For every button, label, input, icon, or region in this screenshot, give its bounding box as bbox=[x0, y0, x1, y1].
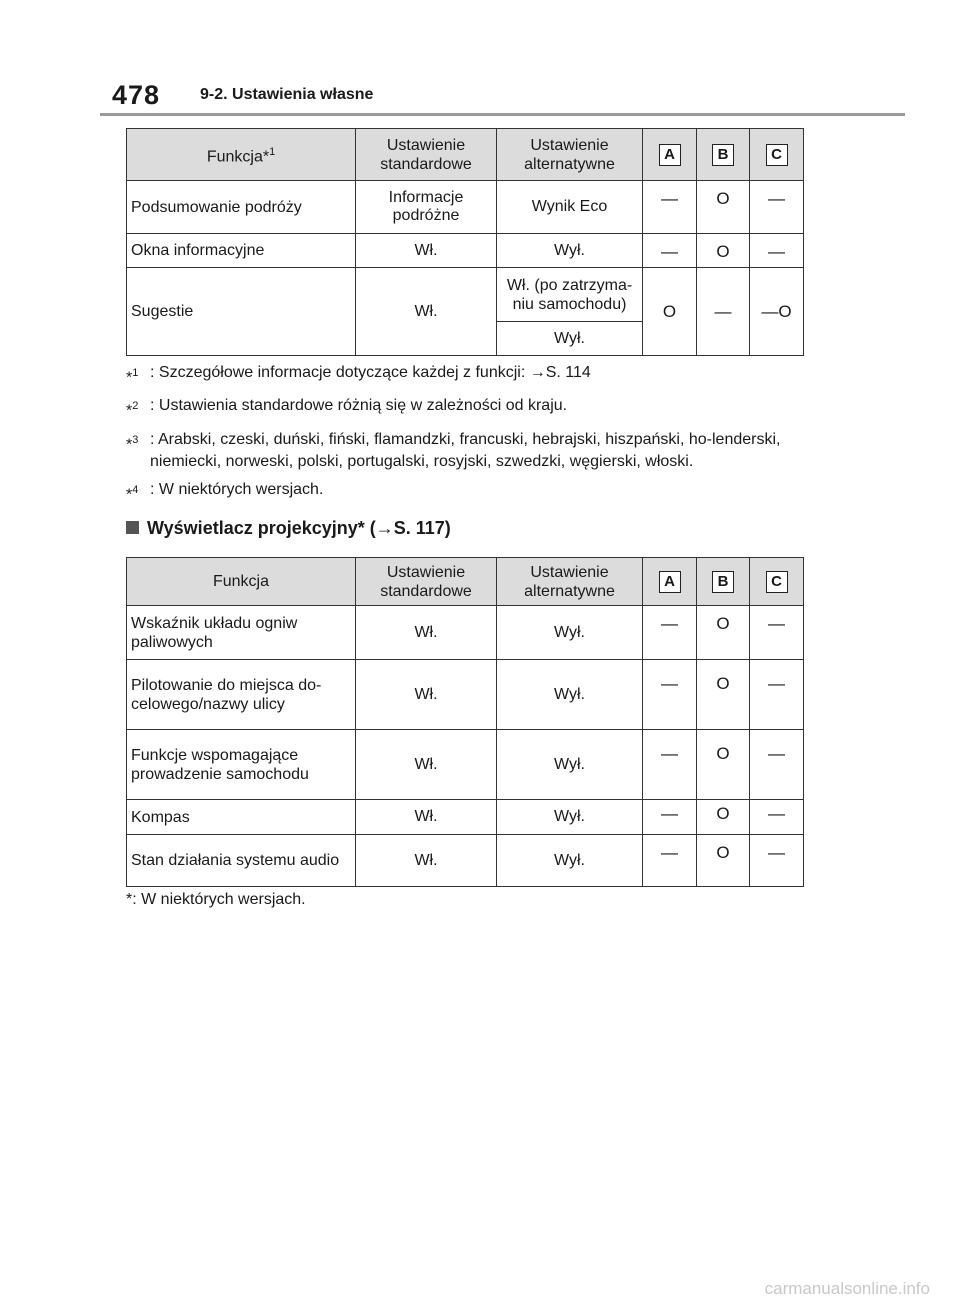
cell-alternative: Wył. bbox=[497, 800, 643, 835]
note-item: *$^4$ : W niektórych wersjach. bbox=[126, 479, 806, 506]
note-text: : W niektórych wersjach. bbox=[150, 480, 324, 498]
table-row bbox=[127, 268, 804, 322]
cell-c: —O bbox=[750, 268, 804, 356]
page-number: 478 bbox=[112, 80, 161, 110]
cell-a: — bbox=[643, 606, 697, 660]
cell-standard: Wł. bbox=[356, 835, 497, 887]
table-row bbox=[127, 606, 804, 660]
notes bbox=[126, 362, 806, 512]
column-header-a: A bbox=[643, 558, 697, 606]
column-header-function: Funkcja*$^1$ bbox=[127, 129, 356, 181]
cell-b: O bbox=[697, 800, 750, 835]
cell-a: — bbox=[643, 730, 697, 800]
cell-standard: Wł. bbox=[356, 730, 497, 800]
cell-b: O bbox=[697, 606, 750, 660]
cell-function: Sugestie bbox=[127, 268, 356, 356]
table-row bbox=[127, 800, 804, 835]
footnote: *: W niektórych wersjach. bbox=[126, 891, 306, 908]
table-row bbox=[127, 181, 804, 234]
settings-table-2 bbox=[126, 557, 804, 887]
column-header-c: C bbox=[750, 129, 804, 181]
cell-c: — bbox=[750, 730, 804, 800]
watermark: carmanualsonline.info bbox=[764, 1279, 930, 1298]
header-rule bbox=[100, 113, 905, 116]
cell-function: Kompas bbox=[127, 800, 356, 835]
cell-a: — bbox=[643, 181, 697, 234]
cell-standard: Informacje podróżne bbox=[356, 181, 497, 234]
table-row bbox=[127, 660, 804, 730]
cell-alternative: Wył. bbox=[497, 234, 643, 268]
settings-table-1 bbox=[126, 128, 804, 356]
column-header-function: Funkcja bbox=[127, 558, 356, 606]
cell-function: Pilotowanie do miejsca do-celowego/nazwy ulicy bbox=[127, 660, 356, 730]
cell-c: — bbox=[750, 800, 804, 835]
cell-function: Stan działania systemu audio bbox=[127, 835, 356, 887]
cell-c: — bbox=[750, 181, 804, 234]
table-header-row bbox=[127, 129, 804, 181]
note-text: : Arabski, czeski, duński, fiński, flamandzki, francuski, hebrajski, hiszpański, ho-lenderski, niemiecki, norweski, polski, portugalski, rosyjski, szwedzki, węgierski, włoski. bbox=[150, 430, 781, 470]
cell-c: — bbox=[750, 835, 804, 887]
cell-function: Wskaźnik układu ogniw paliwowych bbox=[127, 606, 356, 660]
column-header-alternative: Ustawienie alternatywne bbox=[497, 558, 643, 606]
cell-alternative: Wył. bbox=[497, 835, 643, 887]
cell-alternative-2: Wył. bbox=[497, 322, 643, 356]
cell-a: — bbox=[643, 835, 697, 887]
cell-c: — bbox=[750, 660, 804, 730]
column-header-b: B bbox=[697, 129, 750, 181]
cell-alternative: Wynik Eco bbox=[497, 181, 643, 234]
cell-c: — bbox=[750, 234, 804, 268]
cell-b: O bbox=[697, 835, 750, 887]
column-header-standard: Ustawienie standardowe bbox=[356, 558, 497, 606]
cell-a: — bbox=[643, 234, 697, 268]
column-header-a: A bbox=[643, 129, 697, 181]
note-item: *$^2$ : Ustawienia standardowe różnią się w zależności od kraju. bbox=[126, 395, 806, 422]
cell-a: — bbox=[643, 800, 697, 835]
cell-standard: Wł. bbox=[356, 800, 497, 835]
table-row bbox=[127, 835, 804, 887]
cell-b: O bbox=[697, 660, 750, 730]
cell-alternative: Wł. (po zatrzyma-niu samochodu) bbox=[497, 268, 643, 322]
cell-function: Okna informacyjne bbox=[127, 234, 356, 268]
cell-b: O bbox=[697, 730, 750, 800]
cell-function: Podsumowanie podróży bbox=[127, 181, 356, 234]
cell-standard: Wł. bbox=[356, 268, 497, 356]
column-header-b: B bbox=[697, 558, 750, 606]
column-header-standard: Ustawienie standardowe bbox=[356, 129, 497, 181]
cell-alternative: Wył. bbox=[497, 730, 643, 800]
table-row bbox=[127, 234, 804, 268]
cell-standard: Wł. bbox=[356, 234, 497, 268]
note-item: *$^1$ : Szczegółowe informacje dotyczące każdej z funkcji: →S. 114 bbox=[126, 362, 806, 389]
cell-alternative: Wył. bbox=[497, 606, 643, 660]
note-text: : Szczegółowe informacje dotyczące każdej z funkcji: →S. 114 bbox=[150, 364, 591, 381]
subheading-text: Wyświetlacz projekcyjny* (→S. 117) bbox=[147, 518, 451, 538]
note-text: : Ustawienia standardowe różnią się w zależności od kraju. bbox=[150, 397, 568, 415]
cell-standard: Wł. bbox=[356, 660, 497, 730]
column-header-c: C bbox=[750, 558, 804, 606]
cell-function: Funkcje wspomagające prowadzenie samochodu bbox=[127, 730, 356, 800]
cell-a: O bbox=[643, 268, 697, 356]
cell-b: O bbox=[697, 181, 750, 234]
section-title: 9-2. Ustawienia własne bbox=[200, 86, 374, 103]
note-item: *$^3$ : Arabski, czeski, duński, fiński, flamandzki, francuski, hebrajski, hiszpański, ho-lenderski, niemiecki, norweski, polski, portugalski, rosyjski, szwedzki, węgierski, włoski. bbox=[126, 429, 806, 473]
cell-b: — bbox=[697, 268, 750, 356]
table-header-row bbox=[127, 558, 804, 606]
column-header-alternative: Ustawienie alternatywne bbox=[497, 129, 643, 181]
cell-c: — bbox=[750, 606, 804, 660]
square-bullet-icon bbox=[126, 521, 139, 534]
cell-standard: Wł. bbox=[356, 606, 497, 660]
cell-alternative: Wył. bbox=[497, 660, 643, 730]
cell-b: O bbox=[697, 234, 750, 268]
page-header bbox=[100, 78, 905, 118]
table-row bbox=[127, 730, 804, 800]
cell-a: — bbox=[643, 660, 697, 730]
subheading bbox=[126, 518, 451, 539]
